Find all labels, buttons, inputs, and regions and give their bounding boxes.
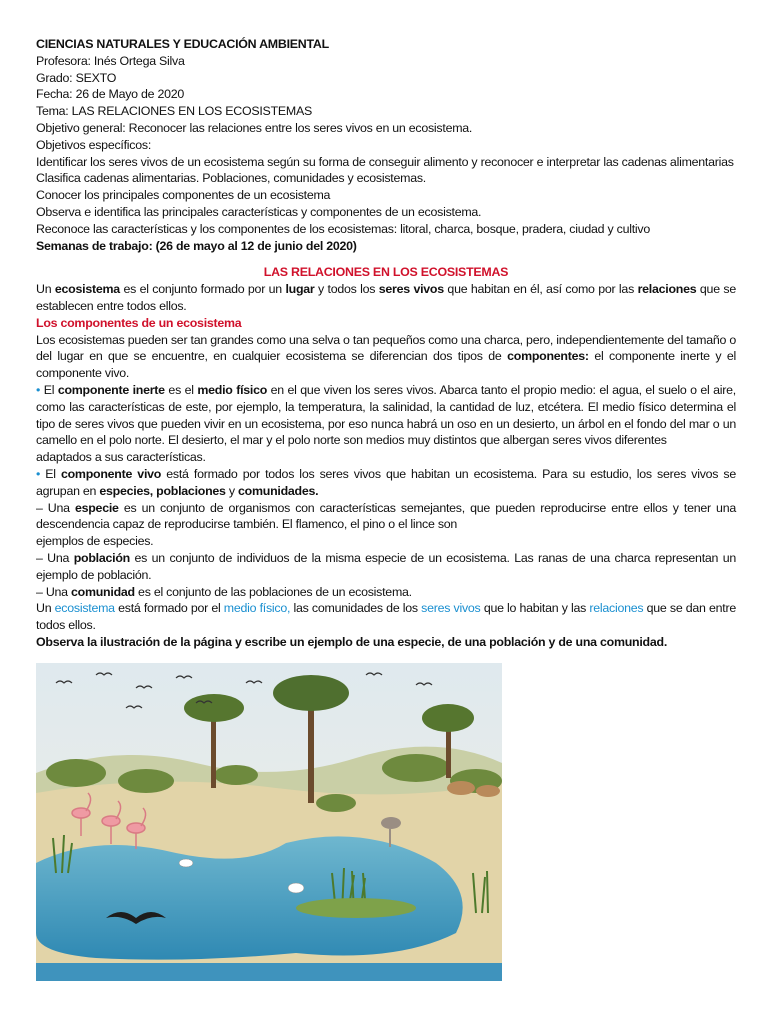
specific-objective: Identificar los seres vivos de un ecosistema según su forma de conseguir alimento y reconocer e interpretar las cadenas alimentarias	[36, 154, 734, 169]
topic-line: Tema: LAS RELACIONES EN LOS ECOSISTEMAS	[36, 104, 313, 119]
date-line: Fecha: 26 de Mayo de 2020	[36, 87, 185, 102]
species-continuation: ejemplos de especies.	[36, 534, 154, 549]
species-paragraph: – Una especie es un conjunto de organismos con características semejantes, que pueden reproducirse entre ellos y tener una descendencia capaz de reproducirse también. El flamenco, el pino o el lince son	[36, 500, 736, 532]
grade-line: Grado: SEXTO	[36, 70, 117, 85]
work-weeks: Semanas de trabajo: (26 de mayo al 12 de junio del 2020)	[36, 238, 357, 253]
living-component-paragraph: • El componente vivo está formado por todos los seres vivos que habitan un ecosistema. Para su estudio, los seres vivos se agrupan en especies, poblaciones y comunidades.	[36, 466, 736, 498]
summary-paragraph: Un ecosistema está formado por el medio físico, las comunidades de los seres vivos que lo habitan y las relaciones que se dan entre todos ellos.	[36, 601, 736, 633]
specific-objective: Conocer los principales componentes de un ecosistema	[36, 188, 331, 203]
teacher-line: Profesora: Inés Ortega Silva	[36, 53, 185, 68]
general-objective: Objetivo general: Reconocer las relaciones entre los seres vivos en un ecosistema.	[36, 120, 473, 135]
task-instruction: Observa la ilustración de la página y escribe un ejemplo de una especie, de una población y de una comunidad.	[36, 634, 668, 649]
population-paragraph: – Una población es un conjunto de individuos de la misma especie de un ecosistema. Las ranas de una charca representan un ejemplo de población.	[36, 550, 736, 582]
specific-objective: Observa e identifica las principales características y componentes de un ecosistema.	[36, 204, 482, 219]
bullet-icon: •	[36, 382, 41, 397]
components-paragraph: Los ecosistemas pueden ser tan grandes como una selva o tan pequeños como una charca, pero, independientemente del tamaño o del lugar en que se encuentre, en cualquier ecosistema se diferencian dos tipos de componentes: el componente inerte y el componente vivo.	[36, 332, 737, 381]
subject-title: CIENCIAS NATURALES Y EDUCACIÓN AMBIENTAL	[36, 37, 329, 51]
community-paragraph: – Una comunidad es el conjunto de las poblaciones de un ecosistema.	[36, 584, 412, 599]
document-page	[36, 36, 736, 651]
specific-objectives-label: Objetivos específicos:	[36, 137, 152, 152]
inert-component-paragraph: • El componente inerte es el medio físico en el que viven los seres vivos. Abarca tanto el propio medio: el agua, el suelo o el aire, como las características de este, por ejemplo, la temperatura, la salinidad, la cantidad de luz, etcétera. El medio físico determina el tipo de seres vivos que pueden vivir en un ecosistema, por eso nunca habrá un oso en un desierto, un árbol en el fondo del mar o un camello en el polo norte. El desierto, el mar y el polo norte son medios muy distintos que albergan seres vivos diferentes	[36, 382, 736, 448]
inert-component-continuation: adaptados a sus características.	[36, 450, 206, 465]
components-heading: Los componentes de un ecosistema	[36, 315, 242, 330]
specific-objective: Clasifica cadenas alimentarias. Poblaciones, comunidades y ecosistemas.	[36, 171, 426, 186]
intro-paragraph: Un ecosistema es el conjunto formado por un lugar y todos los seres vivos que habitan en él, así como por las relaciones que se establecen entre todos ellos.	[36, 282, 736, 313]
section-title: LAS RELACIONES EN LOS ECOSISTEMAS	[263, 265, 509, 280]
ecosystem-illustration	[36, 663, 502, 981]
bullet-icon: •	[36, 466, 41, 481]
specific-objective: Reconoce las características y los componentes de los ecosistemas: litoral, charca, bosque, pradera, ciudad y cultivo	[36, 221, 651, 236]
